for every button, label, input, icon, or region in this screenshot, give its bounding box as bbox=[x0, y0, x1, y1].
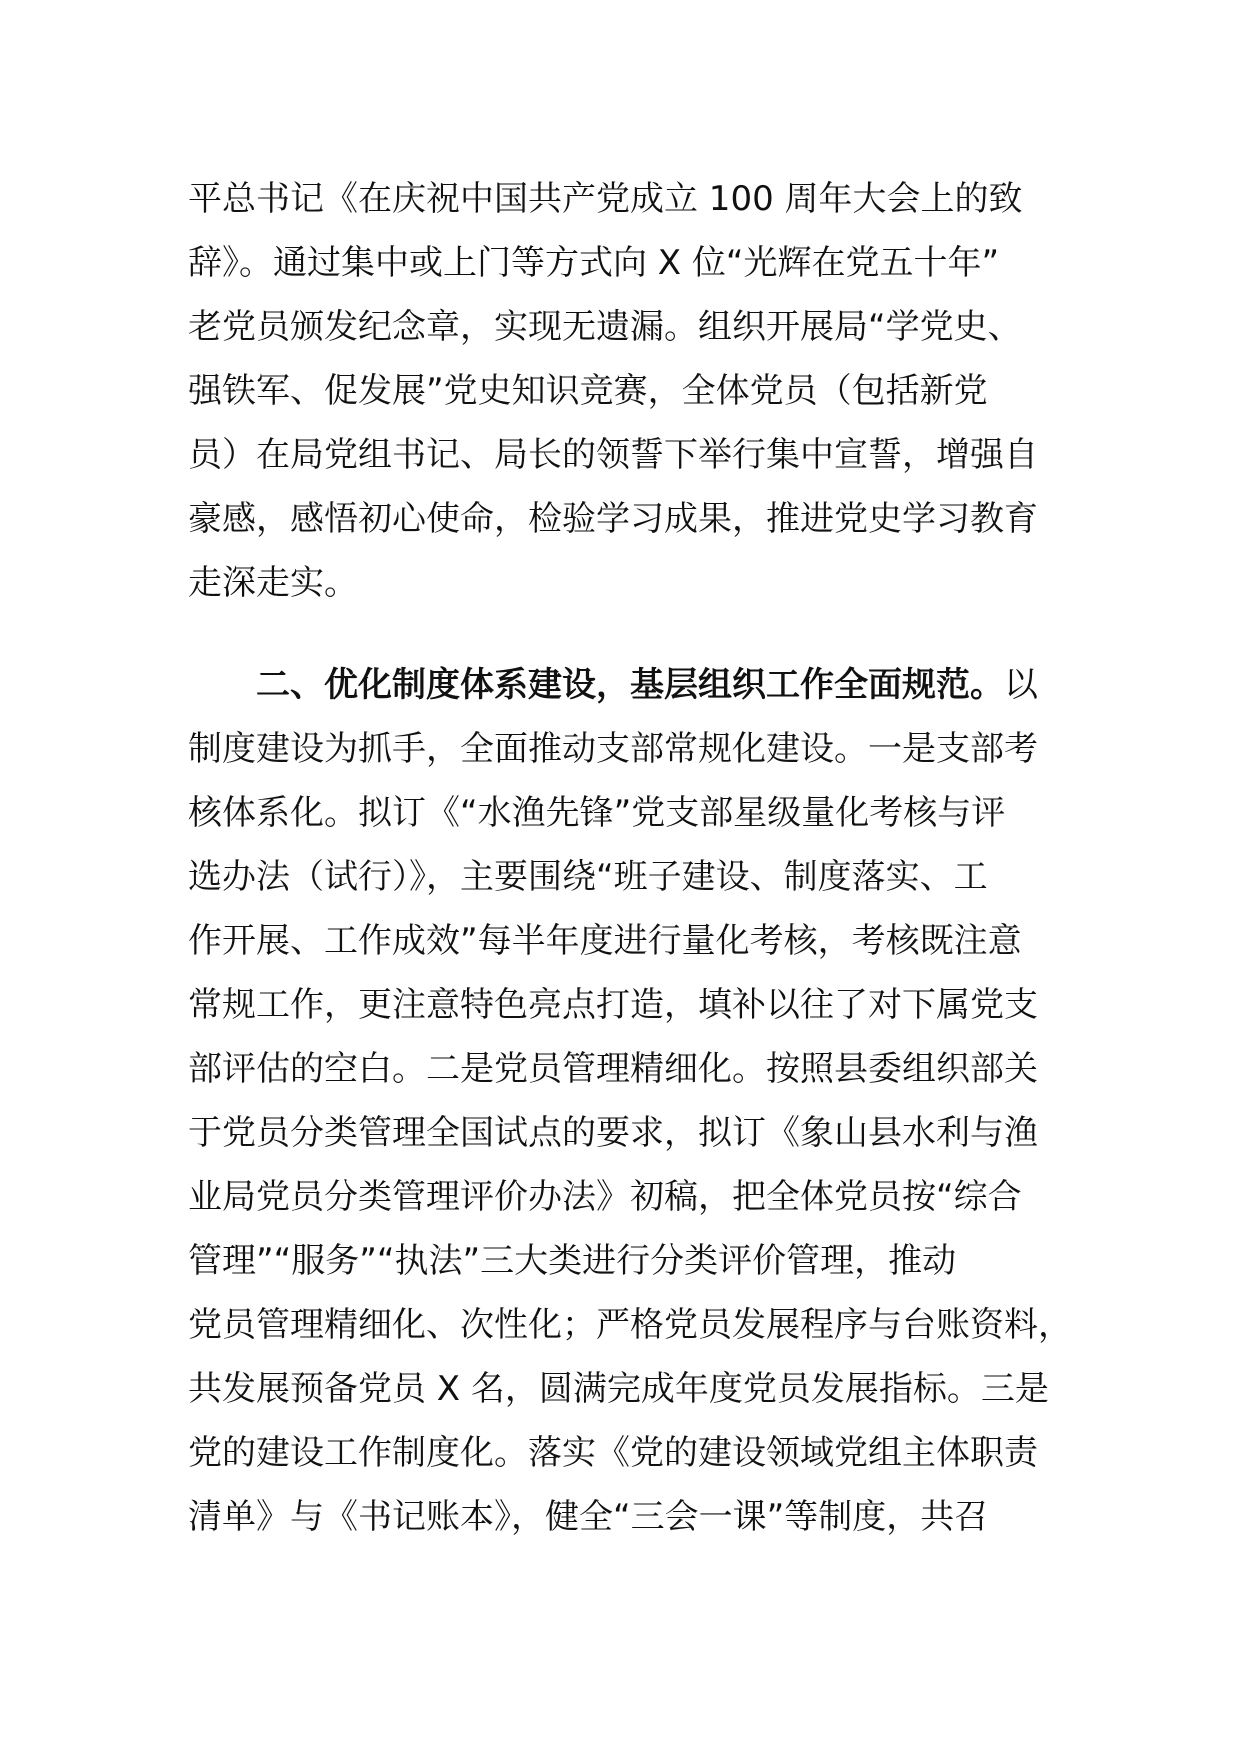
paragraph-line: 于党员分类管理全国试点的要求，拟订《象山县水利与渔 bbox=[188, 1113, 1038, 1153]
paragraph-first-line bbox=[188, 653, 1068, 717]
paragraph-line: 部评估的空白。二是党员管理精细化。按照县委组织部关 bbox=[188, 1049, 1038, 1089]
paragraph-line: 核体系化。拟订《“水渔先锋”党支部星级量化考核与评 bbox=[188, 793, 1006, 833]
paragraph-line: 管理”“服务”“执法”三大类进行分类评价管理，推动 bbox=[188, 1241, 957, 1281]
paragraph-line: 党员管理精细化、次性化；严格党员发展程序与台账资料， bbox=[188, 1305, 1072, 1345]
paragraph-1 bbox=[188, 167, 1068, 615]
paragraph-line: 员）在局党组书记、局长的领誓下举行集中宣誓，增强自 bbox=[188, 435, 1038, 475]
paragraph-line: 辞》。通过集中或上门等方式向 X 位“光辉在党五十年” bbox=[188, 243, 1000, 283]
paragraph-line: 业局党员分类管理评价办法》初稿，把全体党员按“综合 bbox=[188, 1177, 1022, 1217]
heading-line-tail: 以 bbox=[1004, 665, 1038, 705]
paragraph-line: 常规工作，更注意特色亮点打造，填补以往了对下属党支 bbox=[188, 985, 1038, 1025]
paragraph-line: 老党员颁发纪念章，实现无遗漏。组织开展局“学党史、 bbox=[188, 307, 1022, 347]
paragraph-line: 党的建设工作制度化。落实《党的建设领域党组主体职责 bbox=[188, 1433, 1038, 1473]
paragraph-line: 走深走实。 bbox=[188, 563, 358, 603]
paragraph-line: 作开展、工作成效”每半年度进行量化考核，考核既注意 bbox=[188, 921, 1022, 961]
paragraph-line: 选办法（试行）》，主要围绕“班子建设、制度落实、工 bbox=[188, 857, 988, 897]
section-heading: 二、优化制度体系建设，基层组织工作全面规范。 bbox=[256, 665, 1004, 705]
paragraph-line: 豪感，感悟初心使命，检验学习成果，推进党史学习教育 bbox=[188, 499, 1038, 539]
paragraph-line: 清单》与《书记账本》，健全“三会一课”等制度，共召 bbox=[188, 1497, 989, 1537]
paragraph-line: 制度建设为抓手，全面推动支部常规化建设。一是支部考 bbox=[188, 729, 1038, 769]
paragraph-line: 平总书记《在庆祝中国共产党成立 100 周年大会上的致 bbox=[188, 179, 1023, 219]
paragraph-2 bbox=[188, 653, 1072, 1549]
paragraph-line: 强铁军、促发展”党史知识竞赛，全体党员（包括新党 bbox=[188, 371, 988, 411]
paragraph-line: 共发展预备党员 X 名，圆满完成年度党员发展指标。三是 bbox=[188, 1369, 1049, 1409]
